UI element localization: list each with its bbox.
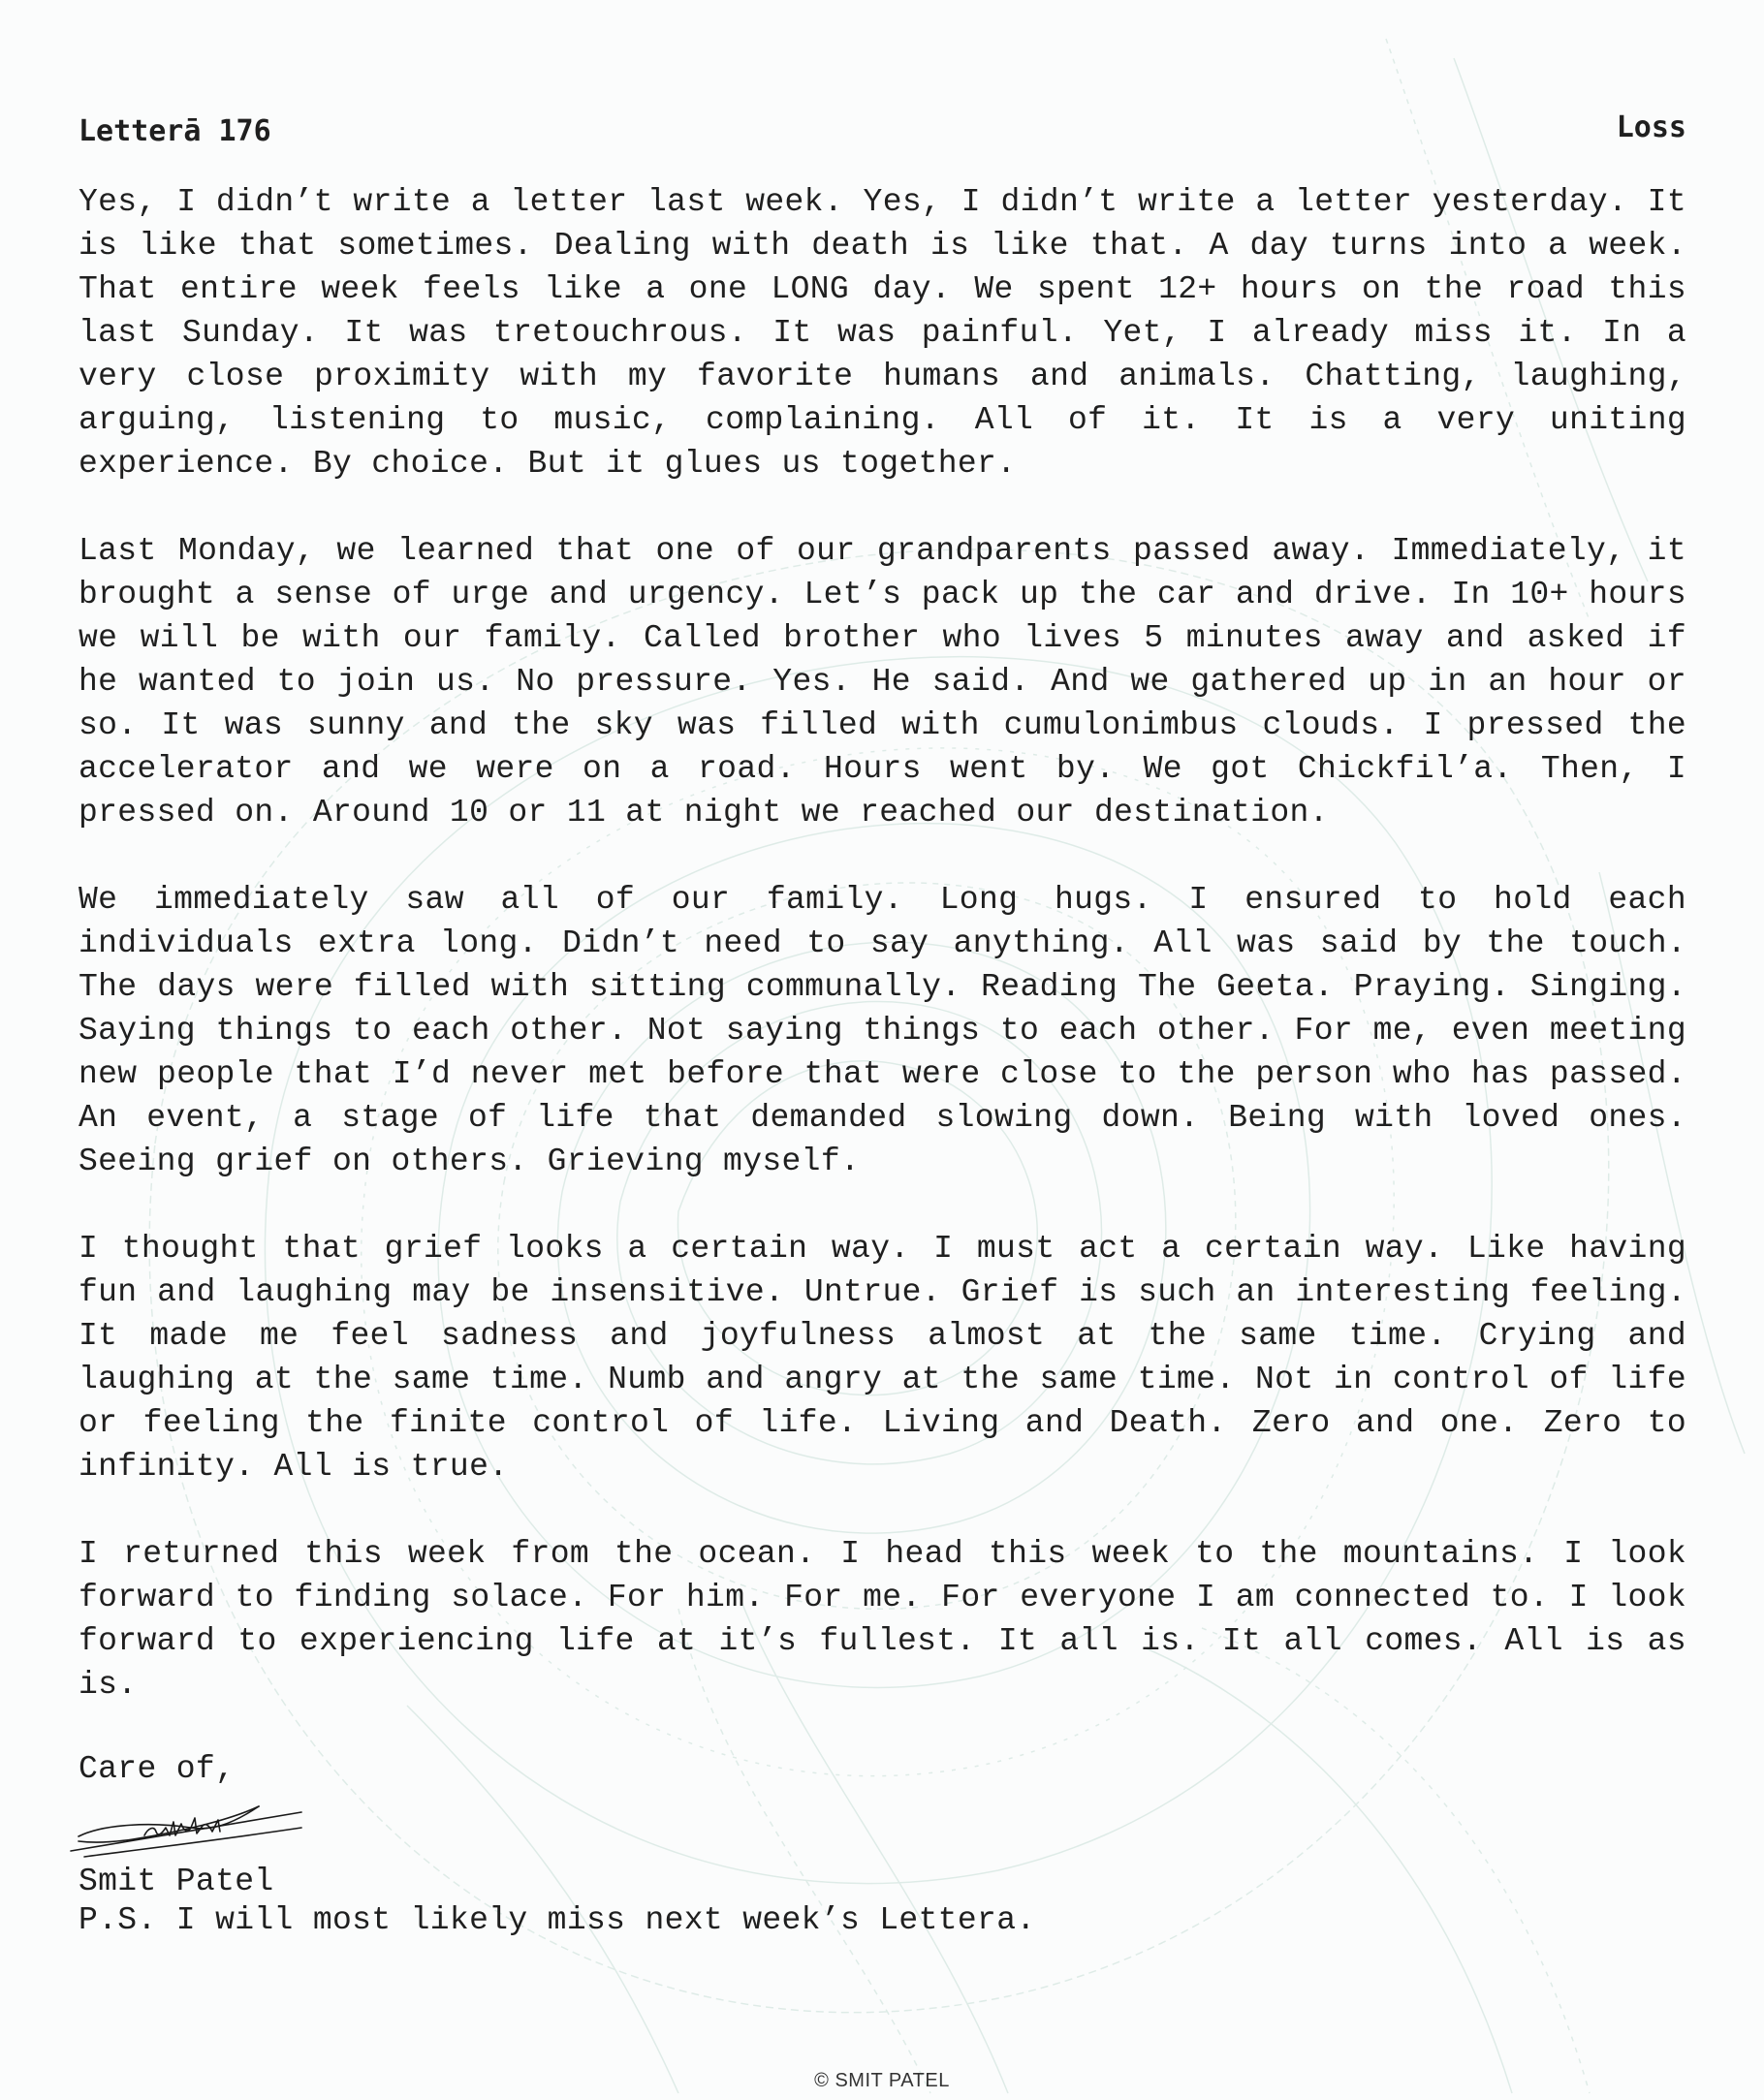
letter-closing [79,1750,1686,1940]
postscript: P.S. I will most likely miss next week’s Lettera. [79,1902,1036,1938]
paragraph: We immediately saw all of our family. Long hugs. I ensured to hold each individuals extra long. Didn’t need to say anything. All was said by the touch. The days were filled with sitting communally. Reading The Geeta. Praying. Singing. Saying things to each other. Not saying things to each other. For me, even meeting new people that I’d never met before that were close to the person who has passed. An event, a stage of life that demanded slowing down. Being with loved ones. Seeing grief on others. Grieving myself. [79,882,1686,1179]
signature-image [65,1793,307,1863]
letter-topic: Loss [1616,110,1686,144]
copyright-footer: © SMIT PATEL [814,2070,950,2091]
letter-body [79,180,1686,1707]
author-name: Smit Patel [79,1864,274,1899]
salutation: Care of, [79,1751,236,1787]
letter-header [79,109,1686,157]
paragraph: I returned this week from the ocean. I head this week to the mountains. I look forward to finding solace. For him. For me. For everyone I am connected to. I look forward to experiencing life at it’s fullest. It all is. It all comes. All is as is. [79,1536,1686,1703]
letter-title: Letterā 176 [79,114,271,148]
paragraph: Last Monday, we learned that one of our grandparents passed away. Immediately, it brought a sense of urge and urgency. Let’s pack up the car and drive. In 10+ hours we will be with our family. Called brother who lives 5 minutes away and asked if he wanted to join us. No pressure. Yes. He said. And we gathered up in an hour or so. It was sunny and the sky was filled with cumulonimbus clouds. I pressed the accelerator and we were on a road. Hours went by. We got Chickfil’a. Then, I pressed on. Around 10 or 11 at night we reached our destination. [79,533,1686,831]
paragraph: Yes, I didn’t write a letter last week. Yes, I didn’t write a letter yesterday. It is like that sometimes. Dealing with death is like that. A day turns into a week. That entire week feels like a one LONG day. We spent 12+ hours on the road this last Sunday. It was tretouchrous. It was painful. Yet, I already miss it. In a very close proximity with my favorite humans and animals. Chatting, laughing, arguing, listening to music, complaining. All of it. It is a very uniting experience. By choice. But it glues us together. [79,184,1686,482]
letter-page [79,109,1686,1940]
paragraph: I thought that grief looks a certain way. I must act a certain way. Like having fun and laughing may be insensitive. Untrue. Grief is such an interesting feeling. It made me feel sadness and joyfulness almost at the same time. Crying and laughing at the same time. Numb and angry at the same time. Not in control of life or feeling the finite control of life. Living and Death. Zero and one. Zero to infinity. All is true. [79,1231,1686,1485]
